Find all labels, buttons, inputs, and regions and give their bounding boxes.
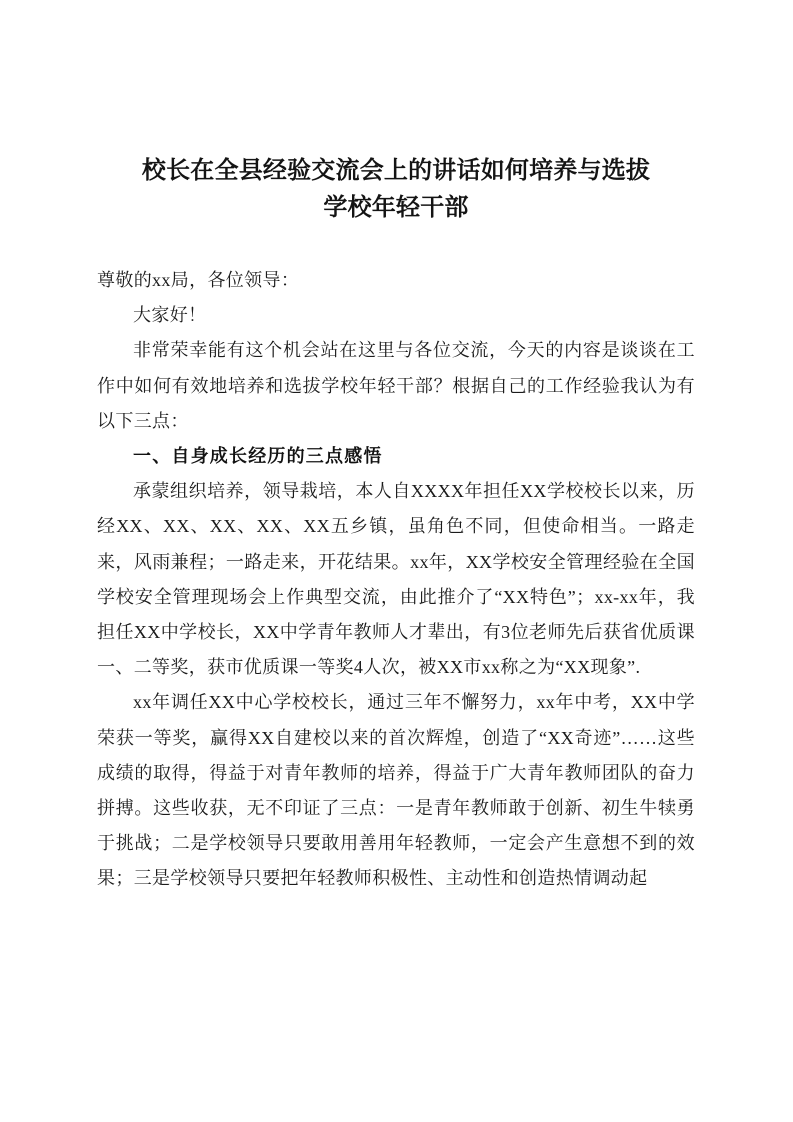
- title-body-spacer: [97, 227, 695, 263]
- document-body: [97, 263, 695, 897]
- paragraph-experience-2: xx年调任XX中心学校校长，通过三年不懈努力，xx年中考，XX中学荣获一等奖，赢得XX自建校以来的首次辉煌，创造了“XX奇迹”……这些成绩的取得，得益于对青年教师的培养，得益于广大青年教师团队的奋力拼搏。这些收获，无不印证了三点：一是青年教师敢于创新、初生牛犊勇于挑战；二是学校领导只要敢用善用年轻教师，一定会产生意想不到的效果；三是学校领导只要把年轻教师积极性、主动性和创造热情调动起: [97, 692, 695, 889]
- paragraph-salutation: 尊敬的xx局，各位领导：: [97, 270, 300, 290]
- paragraph-experience-1: 承蒙组织培养，领导栽培，本人自XXXX年担任XX学校校长以来，历经XX、XX、XX、XX、XX五乡镇，虽角色不同，但使命相当。一路走来，风雨兼程；一路走来，开花结果。xx年，XX学校安全管理经验在全国学校安全管理现场会上作典型交流，由此推介了“XX特色”；xx-xx年，我担任XX中学校长，XX中学青年教师人才辈出，有3位老师先后获省优质课一、二等奖，获市优质课一等奖4人次，被XX市xx称之为“XX现象”.: [97, 481, 695, 678]
- page-title-line-2: 学校年轻干部: [323, 195, 469, 221]
- section-heading-1: 一、自身成长经历的三点感悟: [133, 446, 383, 467]
- paragraph-intro: 非常荣幸能有这个机会站在这里与各位交流，今天的内容是谈谈在工作中如何有效地培养和选拔学校年轻干部？根据自己的工作经验我认为有以下三点：: [97, 340, 695, 431]
- page-title: [97, 0, 695, 227]
- paragraph-greeting: 大家好！: [133, 305, 207, 326]
- page-title-line-1: 校长在全县经验交流会上的讲话如何培养与选拔: [141, 158, 651, 184]
- document-content-column: [97, 0, 695, 897]
